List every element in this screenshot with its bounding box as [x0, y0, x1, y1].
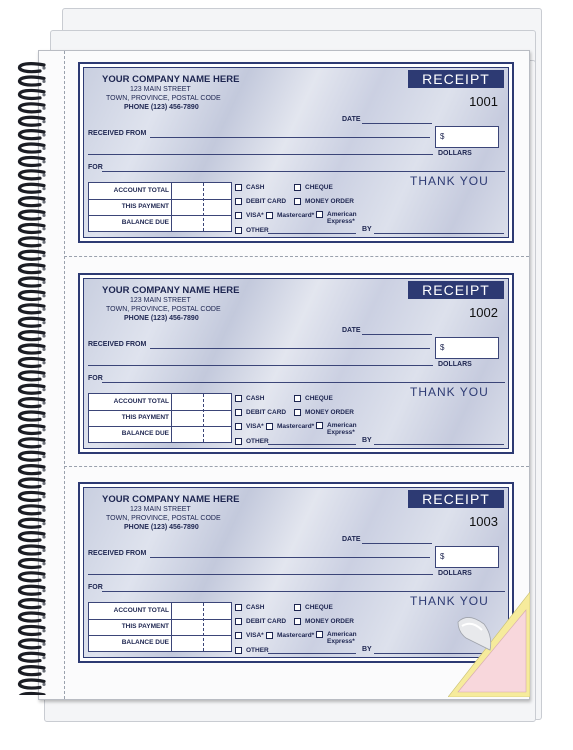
spiral-coil: [19, 533, 44, 541]
this-payment-row[interactable]: [89, 410, 231, 427]
spiral-coil: [19, 358, 44, 366]
other-line[interactable]: [268, 444, 356, 445]
amex-checkbox[interactable]: [316, 631, 357, 645]
date-line[interactable]: [362, 543, 432, 544]
balance-due-label: BALANCE DUE: [121, 639, 169, 646]
punch-hole: [42, 267, 45, 270]
company-street: 123 MAIN STREET: [130, 297, 191, 304]
received-from-line[interactable]: [150, 348, 430, 349]
cash-label: CASH: [246, 604, 265, 611]
mastercard-checkbox[interactable]: [266, 423, 314, 430]
punch-hole: [42, 147, 45, 150]
thank-you-text: THANK YOU: [410, 594, 489, 608]
cheque-checkbox[interactable]: [294, 395, 333, 402]
spiral-coil: [19, 667, 44, 675]
account-total-row[interactable]: [89, 183, 231, 200]
visa-label: VISA*: [246, 212, 264, 219]
punch-hole: [42, 214, 45, 217]
dollar-sign: $: [440, 552, 445, 561]
amex-label-1: American: [327, 631, 357, 638]
money-order-checkbox[interactable]: [294, 198, 354, 205]
punch-hole: [42, 415, 45, 418]
account-table-cents-divider: [203, 603, 204, 651]
checkbox-icon: [235, 212, 242, 219]
spiral-coil: [19, 600, 44, 608]
punch-hole: [42, 334, 45, 337]
company-name: YOUR COMPANY NAME HERE: [102, 285, 240, 296]
punch-hole: [42, 683, 45, 686]
spiral-coil: [19, 64, 44, 72]
money-order-checkbox[interactable]: [294, 618, 354, 625]
checkbox-icon: [266, 423, 273, 430]
received-from-label: RECEIVED FROM: [88, 130, 147, 137]
cash-checkbox[interactable]: [235, 395, 264, 402]
spiral-coil: [19, 117, 44, 125]
punch-hole: [42, 589, 45, 592]
spiral-coil: [19, 345, 44, 353]
punch-hole: [42, 643, 45, 646]
balance-due-label: BALANCE DUE: [121, 219, 169, 226]
amex-label-1: American: [327, 422, 357, 429]
this-payment-label: THIS PAYMENT: [121, 414, 169, 421]
balance-due-label: BALANCE DUE: [121, 430, 169, 437]
other-label: OTHER: [246, 438, 269, 445]
spiral-coil: [19, 519, 44, 527]
punch-hole: [42, 254, 45, 257]
punch-hole: [42, 80, 45, 83]
punch-hole: [42, 482, 45, 485]
for-label: FOR: [88, 375, 103, 382]
amount-field[interactable]: [435, 546, 499, 568]
mastercard-label: Mastercard*: [277, 423, 315, 430]
account-table: [88, 393, 232, 443]
company-city: TOWN, PROVINCE, POSTAL CODE: [106, 306, 221, 313]
checkbox-icon: [235, 604, 242, 611]
punch-hole: [42, 308, 45, 311]
punch-hole: [42, 442, 45, 445]
checkbox-icon: [235, 423, 242, 430]
punch-hole: [42, 495, 45, 498]
punch-hole: [42, 66, 45, 69]
this-payment-row[interactable]: [89, 199, 231, 216]
for-line[interactable]: [102, 171, 505, 172]
balance-due-row[interactable]: [89, 426, 231, 443]
checkbox-icon: [235, 184, 242, 191]
punch-hole: [42, 133, 45, 136]
cheque-checkbox[interactable]: [294, 604, 333, 611]
checkbox-icon: [235, 647, 242, 654]
thank-you-text: THANK YOU: [410, 174, 489, 188]
account-table-divider: [171, 183, 172, 231]
by-label: BY: [362, 437, 372, 444]
checkbox-icon: [235, 618, 242, 625]
spiral-coil: [19, 305, 44, 313]
this-payment-label: THIS PAYMENT: [121, 623, 169, 630]
spiral-coil: [19, 693, 44, 695]
punch-hole: [42, 669, 45, 672]
checkbox-icon: [235, 198, 242, 205]
receipt-form-1: [78, 62, 514, 243]
visa-checkbox[interactable]: [235, 212, 264, 219]
punch-hole: [42, 200, 45, 203]
cash-label: CASH: [246, 395, 265, 402]
balance-due-row[interactable]: [89, 635, 231, 652]
spiral-coil: [19, 372, 44, 380]
receipt-title: RECEIPT: [408, 490, 504, 508]
punch-hole: [42, 562, 45, 565]
debit-card-label: DEBIT CARD: [246, 618, 287, 625]
for-label: FOR: [88, 164, 103, 171]
account-total-label: ACCOUNT TOTAL: [113, 607, 169, 614]
account-table: [88, 182, 232, 232]
amex-label-1: American: [327, 211, 357, 218]
punch-hole: [42, 616, 45, 619]
punch-hole: [42, 227, 45, 230]
spiral-coil: [19, 479, 44, 487]
punch-hole: [42, 629, 45, 632]
perforation-1: [64, 256, 529, 257]
company-name: YOUR COMPANY NAME HERE: [102, 494, 240, 505]
spiral-coil: [19, 171, 44, 179]
other-checkbox[interactable]: [235, 647, 269, 654]
spiral-coil: [19, 506, 44, 514]
punch-hole: [42, 535, 45, 538]
this-payment-label: THIS PAYMENT: [121, 203, 169, 210]
amex-label-2: Express*: [327, 218, 355, 225]
amex-label-2: Express*: [327, 638, 355, 645]
punch-hole: [42, 401, 45, 404]
debit-card-checkbox[interactable]: [235, 198, 286, 205]
account-total-label: ACCOUNT TOTAL: [113, 398, 169, 405]
dollars-label: DOLLARS: [438, 150, 472, 157]
checkbox-icon: [294, 198, 301, 205]
spiral-coil: [19, 492, 44, 500]
punch-hole: [42, 428, 45, 431]
spiral-coil: [19, 399, 44, 407]
spiral-coil: [19, 184, 44, 192]
by-label: BY: [362, 226, 372, 233]
amex-checkbox[interactable]: [316, 422, 357, 436]
spiral-coil: [19, 425, 44, 433]
visa-label: VISA*: [246, 632, 264, 639]
account-table-cents-divider: [203, 394, 204, 442]
spiral-coil: [19, 586, 44, 594]
punch-hole: [42, 348, 45, 351]
visa-checkbox[interactable]: [235, 423, 264, 430]
spiral-coil: [19, 626, 44, 634]
page-curl-icon: [448, 592, 530, 697]
checkbox-icon: [316, 631, 323, 638]
balance-due-row[interactable]: [89, 215, 231, 232]
by-label: BY: [362, 646, 372, 653]
checkbox-icon: [316, 422, 323, 429]
amex-label-2: Express*: [327, 429, 355, 436]
money-order-label: MONEY ORDER: [305, 198, 354, 205]
received-from-label: RECEIVED FROM: [88, 550, 147, 557]
date-label: DATE: [342, 116, 361, 123]
spiral-coil: [19, 104, 44, 112]
spiral-coil: [19, 613, 44, 621]
punch-hole: [42, 361, 45, 364]
date-label: DATE: [342, 536, 361, 543]
perforation-vertical: [64, 51, 65, 699]
dollar-sign: $: [440, 343, 445, 352]
debit-card-checkbox[interactable]: [235, 409, 286, 416]
other-checkbox[interactable]: [235, 438, 269, 445]
for-line[interactable]: [102, 591, 505, 592]
amount-words-line[interactable]: [88, 365, 433, 366]
received-from-line[interactable]: [150, 557, 430, 558]
amount-words-line[interactable]: [88, 154, 433, 155]
cash-checkbox[interactable]: [235, 604, 264, 611]
account-total-label: ACCOUNT TOTAL: [113, 187, 169, 194]
spiral-coil: [19, 466, 44, 474]
spiral-coil: [19, 439, 44, 447]
checkbox-icon: [294, 184, 301, 191]
spiral-coil: [19, 452, 44, 460]
spiral-coil: [19, 291, 44, 299]
spiral-coil: [19, 278, 44, 286]
punch-hole: [42, 549, 45, 552]
money-order-checkbox[interactable]: [294, 409, 354, 416]
amount-field[interactable]: [435, 126, 499, 148]
punch-hole: [42, 455, 45, 458]
punch-hole: [42, 321, 45, 324]
spiral-coil: [19, 265, 44, 273]
spiral-coil: [19, 144, 44, 152]
spiral-coil: [19, 385, 44, 393]
spiral-coil: [19, 680, 44, 688]
checkbox-icon: [294, 618, 301, 625]
punch-hole: [42, 241, 45, 244]
dollar-sign: $: [440, 132, 445, 141]
company-street: 123 MAIN STREET: [130, 506, 191, 513]
cheque-label: CHEQUE: [305, 604, 333, 611]
dollars-label: DOLLARS: [438, 570, 472, 577]
punch-hole: [42, 576, 45, 579]
mastercard-label: Mastercard*: [277, 632, 315, 639]
receipt-title: RECEIPT: [408, 281, 504, 299]
checkbox-icon: [235, 395, 242, 402]
spiral-coil: [19, 653, 44, 661]
checkbox-icon: [235, 632, 242, 639]
date-label: DATE: [342, 327, 361, 334]
punch-hole: [42, 388, 45, 391]
received-from-line[interactable]: [150, 137, 430, 138]
punch-hole: [42, 187, 45, 190]
punch-hole: [42, 160, 45, 163]
spiral-coil: [19, 559, 44, 567]
receipt-number: 1001: [469, 94, 498, 109]
checkbox-icon: [235, 227, 242, 234]
account-table-divider: [171, 603, 172, 651]
by-line[interactable]: [374, 444, 504, 445]
spiral-coil: [19, 224, 44, 232]
mastercard-checkbox[interactable]: [266, 632, 314, 639]
checkbox-icon: [294, 604, 301, 611]
company-city: TOWN, PROVINCE, POSTAL CODE: [106, 95, 221, 102]
checkbox-icon: [266, 212, 273, 219]
punch-hole: [42, 375, 45, 378]
cash-label: CASH: [246, 184, 265, 191]
company-name: YOUR COMPANY NAME HERE: [102, 74, 240, 85]
spiral-coil: [19, 157, 44, 165]
company-phone: PHONE (123) 456-7890: [124, 104, 199, 111]
cheque-label: CHEQUE: [305, 184, 333, 191]
punch-hole: [42, 174, 45, 177]
receipt-title: RECEIPT: [408, 70, 504, 88]
spiral-coil: [19, 640, 44, 648]
company-phone: PHONE (123) 456-7890: [124, 524, 199, 531]
date-line[interactable]: [362, 334, 432, 335]
punch-hole: [42, 120, 45, 123]
punch-hole: [42, 602, 45, 605]
other-line[interactable]: [268, 653, 356, 654]
spiral-coil: [19, 131, 44, 139]
punch-hole: [42, 281, 45, 284]
punch-hole: [42, 468, 45, 471]
spiral-coil: [19, 77, 44, 85]
other-checkbox[interactable]: [235, 227, 269, 234]
checkbox-icon: [316, 211, 323, 218]
by-line[interactable]: [374, 233, 504, 234]
received-from-label: RECEIVED FROM: [88, 341, 147, 348]
mastercard-checkbox[interactable]: [266, 212, 314, 219]
amex-checkbox[interactable]: [316, 211, 357, 225]
punch-hole: [42, 522, 45, 525]
perforation-2: [64, 466, 529, 467]
company-street: 123 MAIN STREET: [130, 86, 191, 93]
other-label: OTHER: [246, 647, 269, 654]
other-label: OTHER: [246, 227, 269, 234]
cheque-checkbox[interactable]: [294, 184, 333, 191]
visa-label: VISA*: [246, 423, 264, 430]
receipt-form-2: [78, 273, 514, 454]
dollars-label: DOLLARS: [438, 361, 472, 368]
receipt-number: 1003: [469, 514, 498, 529]
for-label: FOR: [88, 584, 103, 591]
spiral-coil: [19, 546, 44, 554]
spiral-coil: [19, 573, 44, 581]
checkbox-icon: [294, 409, 301, 416]
punch-hole: [42, 93, 45, 96]
spiral-coil: [19, 412, 44, 420]
checkbox-icon: [294, 395, 301, 402]
thank-you-text: THANK YOU: [410, 385, 489, 399]
debit-card-label: DEBIT CARD: [246, 198, 287, 205]
checkbox-icon: [235, 409, 242, 416]
spiral-coil: [19, 251, 44, 259]
this-payment-row[interactable]: [89, 619, 231, 636]
punch-hole: [42, 509, 45, 512]
spiral-coil: [19, 238, 44, 246]
company-phone: PHONE (123) 456-7890: [124, 315, 199, 322]
account-table-divider: [171, 394, 172, 442]
receipt-number: 1002: [469, 305, 498, 320]
spiral-coil: [19, 318, 44, 326]
cash-checkbox[interactable]: [235, 184, 264, 191]
checkbox-icon: [266, 632, 273, 639]
visa-checkbox[interactable]: [235, 632, 264, 639]
spiral-binding-icon: [10, 55, 50, 695]
company-city: TOWN, PROVINCE, POSTAL CODE: [106, 515, 221, 522]
account-total-row[interactable]: [89, 603, 231, 620]
punch-hole: [42, 294, 45, 297]
spiral-coil: [19, 332, 44, 340]
for-line[interactable]: [102, 382, 505, 383]
amount-field[interactable]: [435, 337, 499, 359]
debit-card-label: DEBIT CARD: [246, 409, 287, 416]
money-order-label: MONEY ORDER: [305, 618, 354, 625]
amount-words-line[interactable]: [88, 574, 433, 575]
other-line[interactable]: [268, 233, 356, 234]
debit-card-checkbox[interactable]: [235, 618, 286, 625]
money-order-label: MONEY ORDER: [305, 409, 354, 416]
spiral-coil: [19, 211, 44, 219]
account-total-row[interactable]: [89, 394, 231, 411]
checkbox-icon: [235, 438, 242, 445]
mastercard-label: Mastercard*: [277, 212, 315, 219]
punch-hole: [42, 107, 45, 110]
account-table-cents-divider: [203, 183, 204, 231]
punch-hole: [42, 656, 45, 659]
spiral-coil: [19, 198, 44, 206]
account-table: [88, 602, 232, 652]
cheque-label: CHEQUE: [305, 395, 333, 402]
spiral-coil: [19, 90, 44, 98]
date-line[interactable]: [362, 123, 432, 124]
